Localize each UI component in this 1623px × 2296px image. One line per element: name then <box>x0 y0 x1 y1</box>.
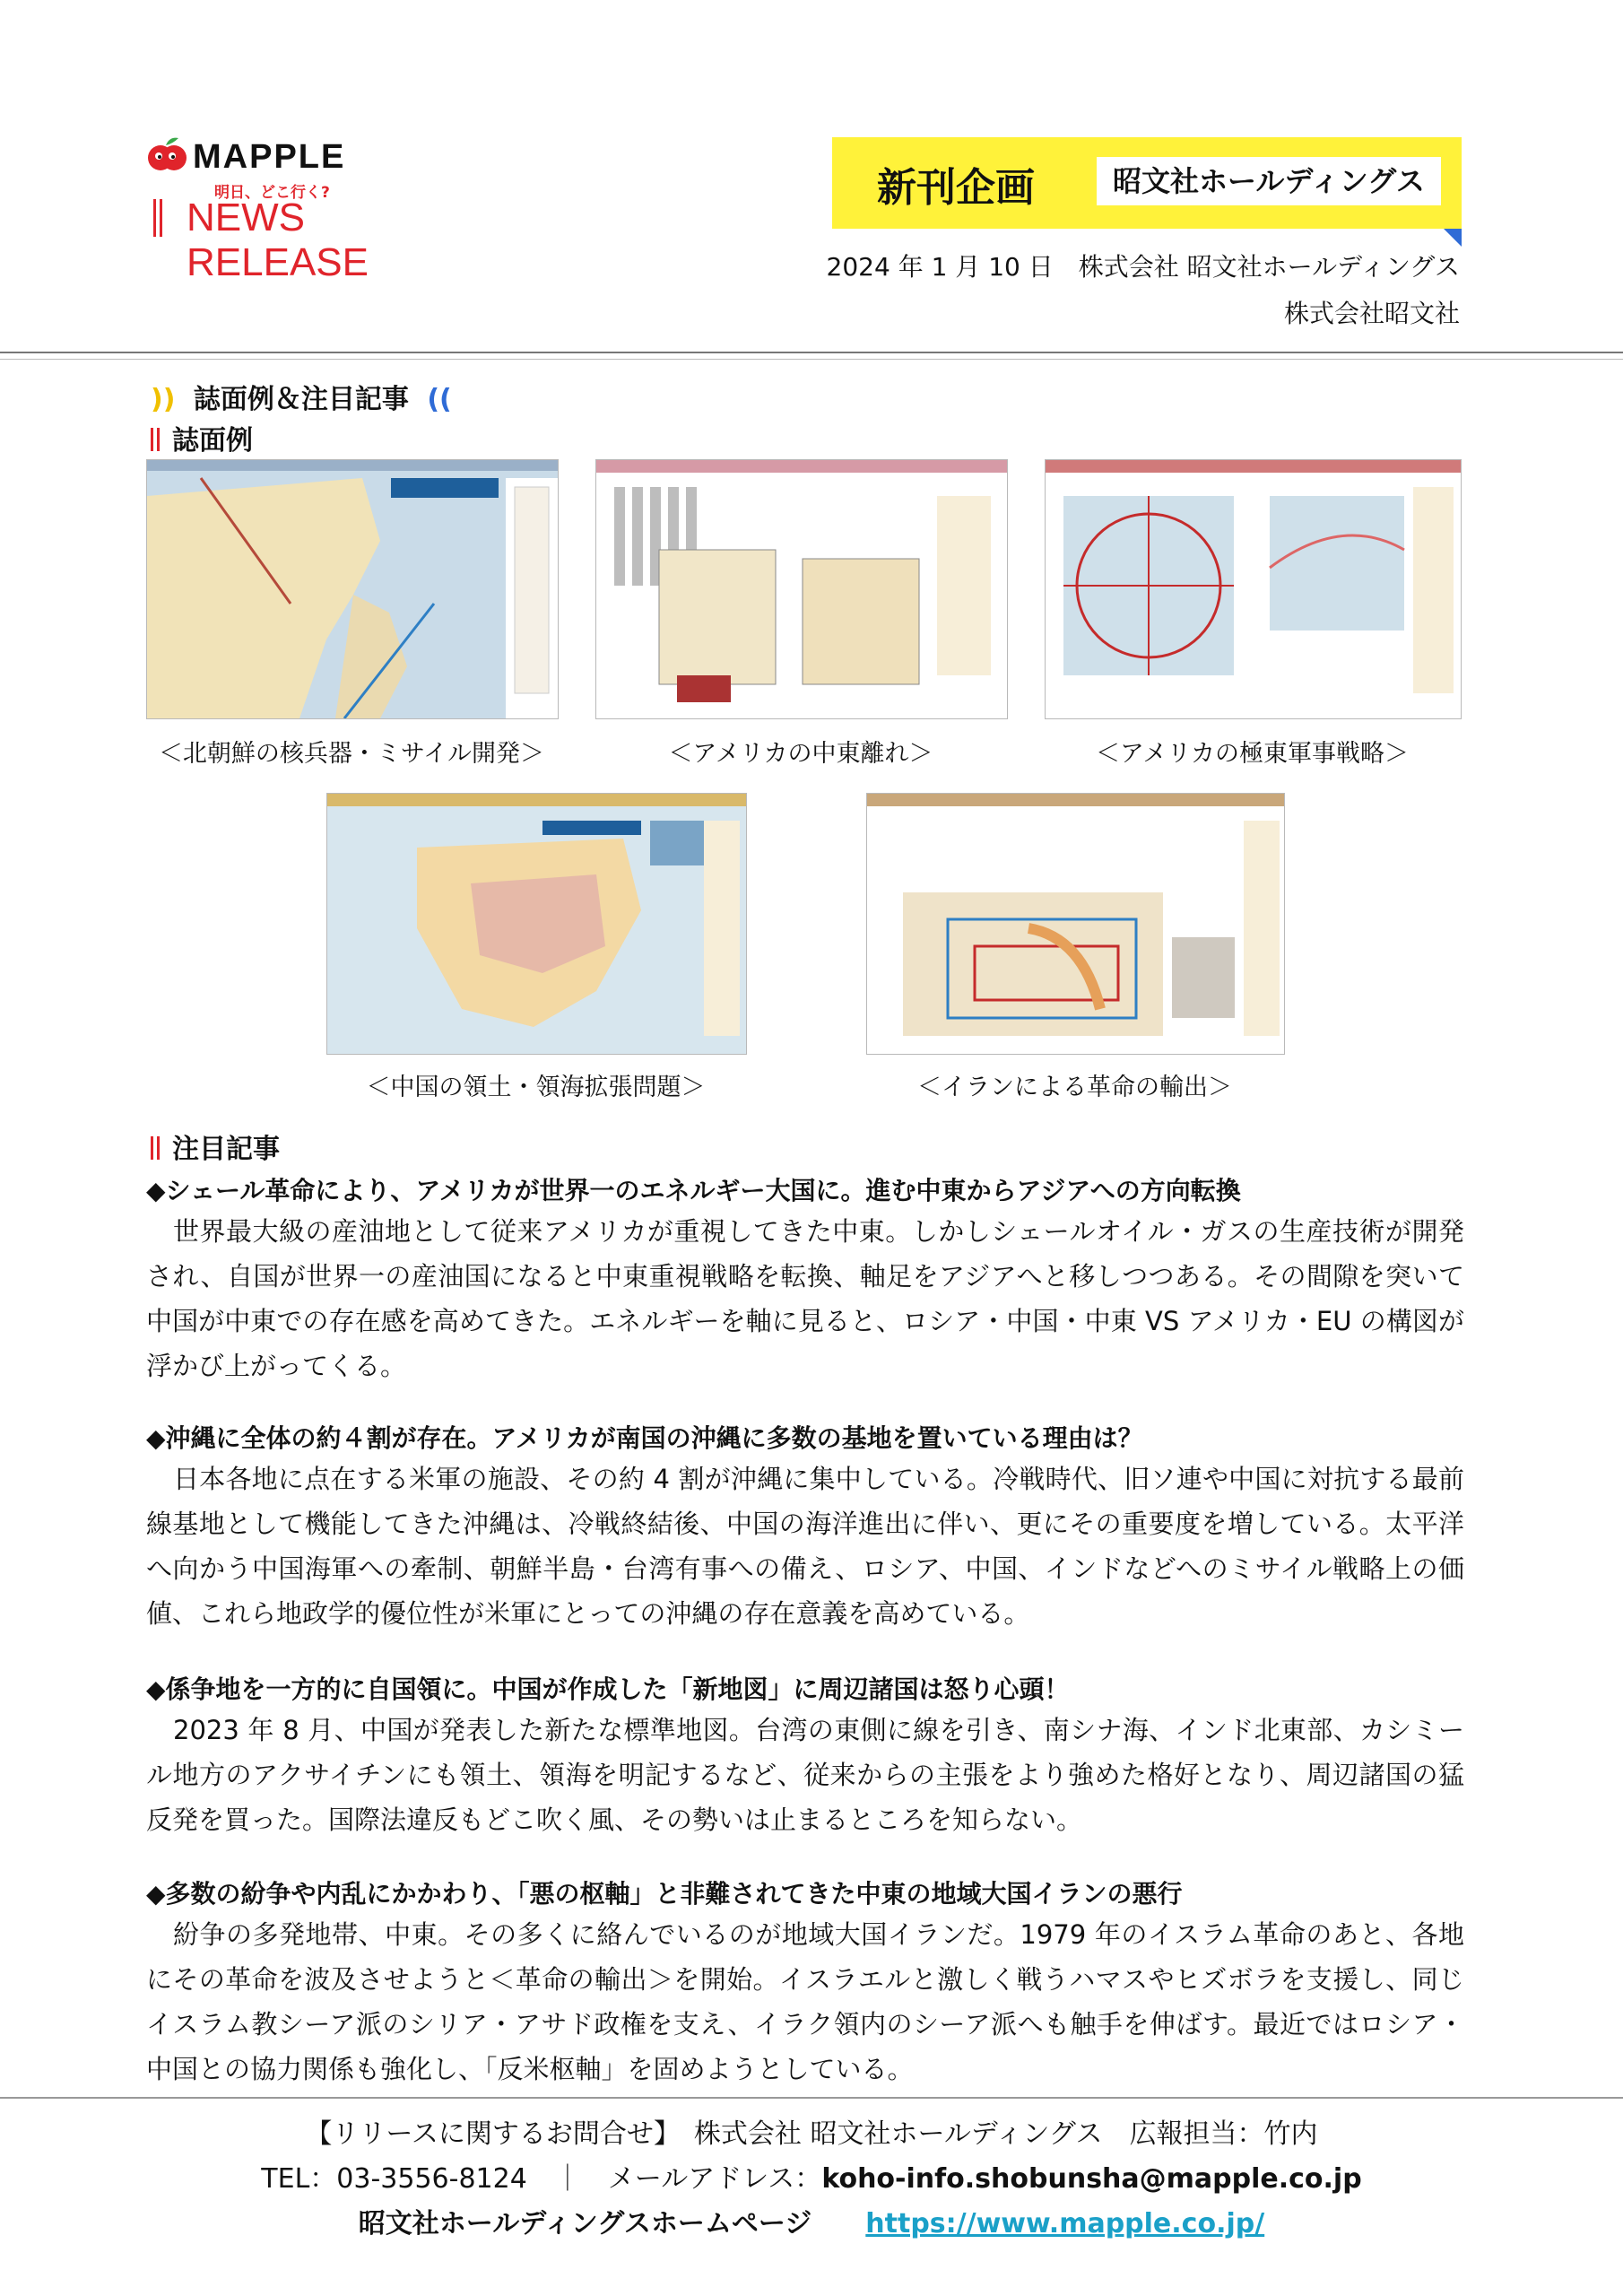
homepage-label: 昭文社ホールディングスホームページ <box>358 2208 812 2239</box>
mapple-logo <box>146 135 451 284</box>
north-korea-map-icon <box>147 460 558 718</box>
page-thumbnail-iran <box>866 793 1285 1055</box>
title-banner <box>832 137 1462 229</box>
mail-label: メールアドレス： <box>607 2163 822 2195</box>
far-east-spread-icon <box>1046 460 1461 718</box>
iran-map-icon <box>867 794 1284 1054</box>
page-thumbnail-far-east <box>1045 459 1462 719</box>
logo-wordmark: MAPPLE <box>193 138 346 176</box>
section-title <box>151 377 452 416</box>
contact-line <box>0 2111 1623 2151</box>
red-bars-icon <box>151 428 160 451</box>
homepage-link[interactable]: https://www.mapple.co.jp/ <box>865 2208 1265 2239</box>
examples-heading <box>151 418 253 457</box>
logo-tagline: 明日、どこ行く? <box>214 184 330 202</box>
apple-logo-icon <box>146 135 189 176</box>
featured-heading-text: 注目記事 <box>172 1134 280 1165</box>
article-heading: ◆係争地を一方的に自国領に。中国が作成した「新地図」に周辺諸国は怒り心頭！ <box>146 1674 1070 1704</box>
page-thumbnail-china <box>326 793 747 1055</box>
red-bars-icon <box>151 1136 160 1160</box>
article-heading: ◆多数の紛争や内乱にかかわり、「悪の枢軸」と非難されてきた中東の地域大国イランの悪行 <box>146 1879 1183 1909</box>
section-title-text: 誌面例＆注目記事 <box>193 384 409 415</box>
page-thumbnail-middle-east <box>595 459 1008 719</box>
company-line: 株式会社昭文社 <box>1283 299 1460 328</box>
thumbnail-caption: ＜イランによる革命の輸出＞ <box>917 1074 1232 1101</box>
homepage-line <box>0 2201 1623 2240</box>
featured-heading <box>151 1126 280 1166</box>
thumbnail-caption: ＜中国の領土・領海拡張問題＞ <box>366 1074 706 1101</box>
tel-number: TEL：03-3556-8124 <box>261 2163 527 2195</box>
title-open-mark: )) <box>151 384 176 415</box>
article-body: 日本各地に点在する米軍の施設、その約 4 割が沖縄に集中している。冷戦時代、旧ソ連や中国に対抗する最前線基地として機能してきた沖縄は、冷戦終結後、中国の海洋進出に伴い、更にその重要度を増している。太平洋へ向かう中国海軍への牽制、朝鮮半島・台湾有事への備え、ロシア、中国、インドなどへのミサイル戦略上の価値、これら地政学的優位性が米軍にとっての沖縄の存在意義を高めている。 <box>146 1464 1464 1629</box>
banner-corner-mark <box>1444 229 1462 247</box>
banner-title: 新刊企画 <box>877 165 1035 211</box>
contact-label: 【リリースに関するお問合せ】 <box>305 2118 667 2150</box>
header-divider <box>0 352 1623 353</box>
header-divider-thin <box>0 359 1623 360</box>
middle-east-spread-icon <box>596 460 1007 718</box>
footer-divider <box>0 2097 1623 2099</box>
article-body: 世界最大級の産油地として従来アメリカが重視してきた中東。しかしシェールオイル・ガスの生産技術が開発され、自国が世界一の産油国になると中東重視戦略を転換、軸足をアジアへと移しつつある。その間隙を突いて中国が中東での存在感を高めてきた。エネルギーを軸に見ると、ロシア・中国・中東 VS アメリカ・EU の構図が浮かび上がってくる。 <box>146 1216 1464 1381</box>
thumbnail-caption: ＜アメリカの中東離れ＞ <box>668 740 933 768</box>
article-body: 紛争の多発地帯、中東。その多くに絡んでいるのが地域大国イランだ。1979 年のイスラム革命のあと、各地にその革命を波及させようと＜革命の輸出＞を開始。イスラエルと激しく戦うハマスやヒズボラを支援し、同じイスラム教シーア派のシリア・アサド政権を支え、イラク領内のシーア派へも触手を伸ばす。最近ではロシア・中国との協力関係も強化し、「反米枢軸」を固めようとしている。 <box>146 1919 1464 2084</box>
examples-heading-text: 誌面例 <box>172 425 253 457</box>
separator: ｜ <box>553 2163 581 2195</box>
mail-address-link[interactable]: koho-info.shobunsha@mapple.co.jp <box>821 2163 1362 2195</box>
release-date-line: 2024 年 1 月 10 日 株式会社 昭文社ホールディングス <box>826 252 1460 282</box>
china-map-icon <box>327 794 746 1054</box>
contact-company: 株式会社 昭文社ホールディングス <box>693 2118 1103 2150</box>
article-body: 2023 年 8 月、中国が発表した新たな標準地図。台湾の東側に線を引き、南シナ海、インド北東部、カシミール地方のアクサイチンにも領土、領海を明記するなど、従来からの主張をより強めた格好となり、周辺諸国の猛反発を買った。国際法違反もどこ吹く風、その勢いは止まるところを知らない。 <box>146 1715 1464 1835</box>
article-heading: ◆沖縄に全体の約４割が存在。アメリカが南国の沖縄に多数の基地を置いている理由は？ <box>146 1423 1143 1453</box>
red-bars-icon <box>153 199 162 237</box>
title-close-mark: (( <box>427 384 452 415</box>
thumbnail-caption: ＜アメリカの極東軍事戦略＞ <box>1095 740 1410 768</box>
thumbnail-caption: ＜北朝鮮の核兵器・ミサイル開発＞ <box>158 740 545 768</box>
article-heading: ◆シェール革命により、アメリカが世界一のエネルギー大国に。進む中東からアジアへの方向転換 <box>146 1176 1241 1205</box>
news-release-label: NEWS RELEASE <box>187 196 369 284</box>
page-thumbnail-north-korea <box>146 459 559 719</box>
tel-mail-line <box>0 2156 1623 2196</box>
contact-person: 広報担当：竹内 <box>1129 2118 1318 2150</box>
banner-company: 昭文社ホールディングス <box>1097 157 1441 205</box>
